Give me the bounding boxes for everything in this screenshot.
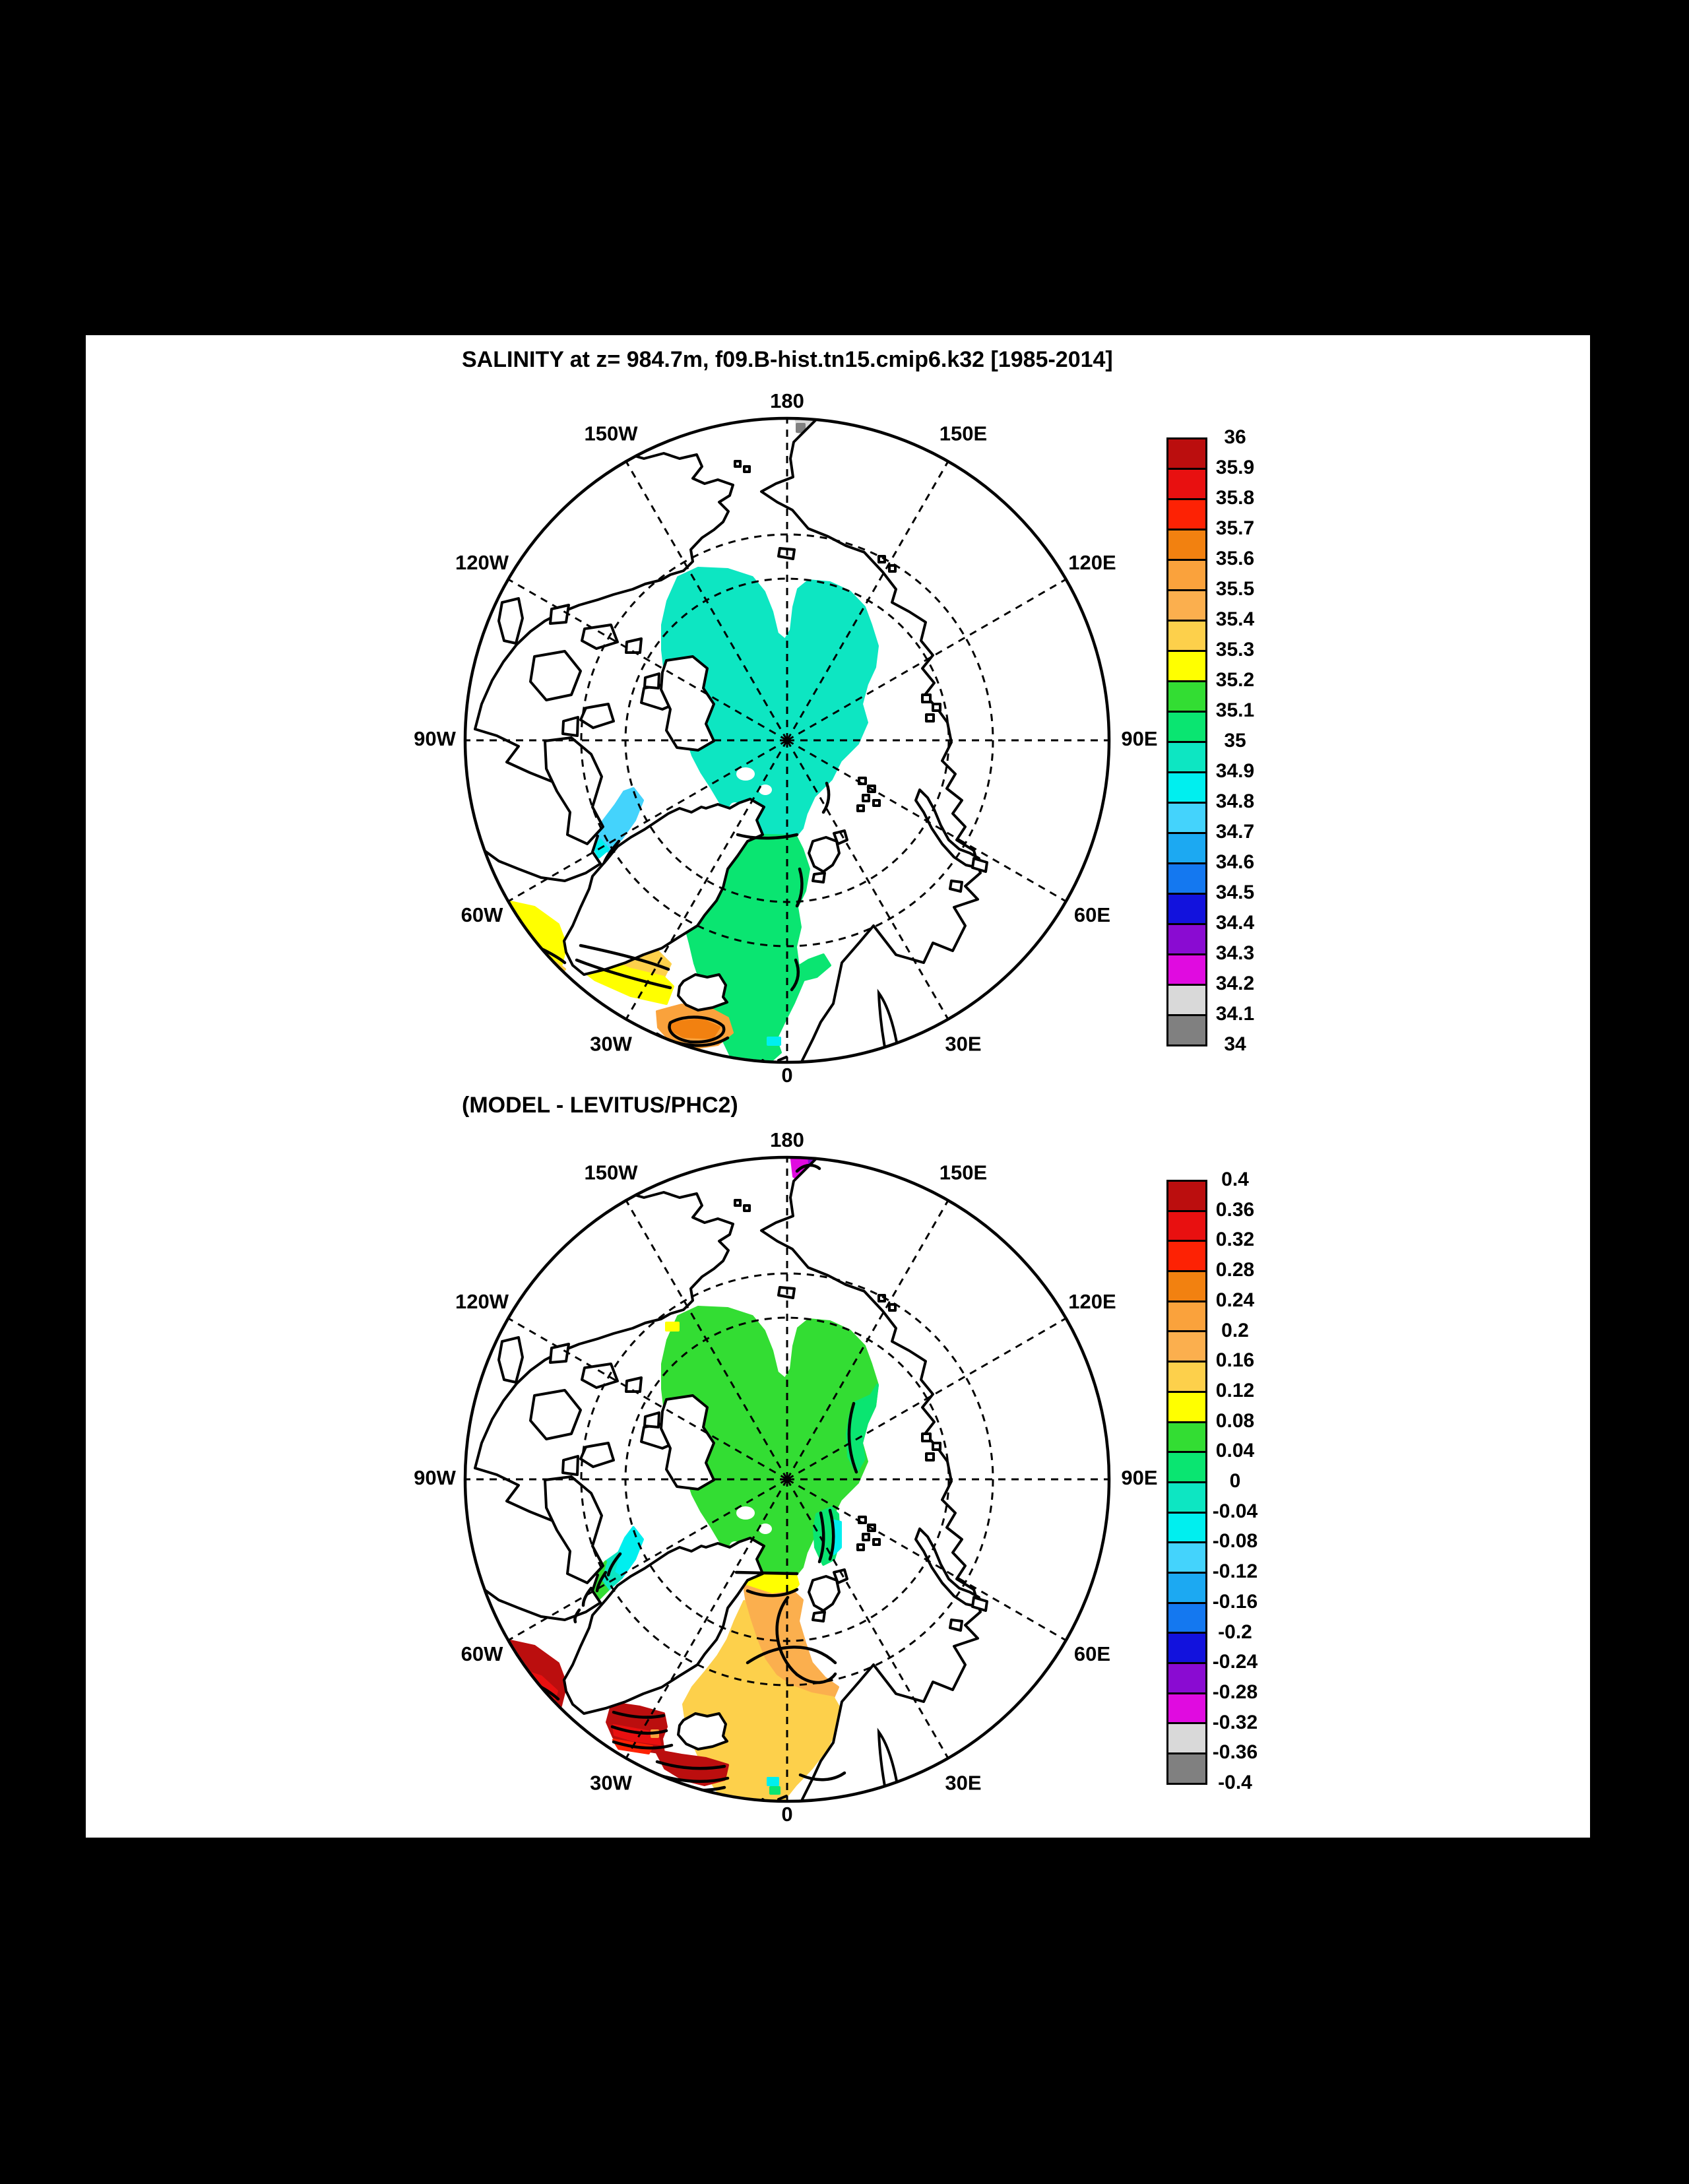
- colorbar-tick-35.6: 35.6: [1215, 548, 1255, 569]
- colorbar-tick-34.3: 34.3: [1215, 942, 1255, 964]
- colorbar-tick--0.24: -0.24: [1212, 1651, 1258, 1673]
- lon-label-30W: 30W: [590, 1032, 632, 1056]
- colorbar-tick--0.28: -0.28: [1212, 1681, 1258, 1703]
- patch-basin-yellow-notch: [666, 1323, 678, 1330]
- colorbar-tick--0.16: -0.16: [1212, 1590, 1258, 1613]
- coastline: [933, 704, 940, 711]
- colorbar-tick-34.5: 34.5: [1215, 882, 1255, 903]
- coastline: [581, 704, 614, 728]
- coastline: [813, 873, 825, 882]
- colorbar-tick-36: 36: [1224, 426, 1246, 448]
- coastline: [563, 1456, 578, 1475]
- coastline: [563, 717, 578, 736]
- colorbar-tick-34.8: 34.8: [1215, 790, 1255, 812]
- coastline: [858, 1545, 864, 1550]
- lon-label-180: 180: [770, 389, 804, 413]
- map1-title: SALINITY at z= 984.7m, f09.B-hist.tn15.cmip6.k32 [1985-2014]: [462, 347, 1113, 372]
- colorbar-tick-34.4: 34.4: [1215, 912, 1255, 934]
- colorbar-tick-35.4: 35.4: [1215, 608, 1255, 630]
- colorbar-tick--0.04: -0.04: [1212, 1500, 1258, 1522]
- colorbar-tick-34.1: 34.1: [1215, 1003, 1255, 1025]
- coastline: [863, 1534, 869, 1540]
- lon-label-150W: 150W: [584, 1161, 638, 1184]
- colorbar-tick-0.32: 0.32: [1215, 1229, 1255, 1251]
- coastline: [530, 651, 581, 700]
- coastline: [874, 1539, 879, 1545]
- coastline: [678, 975, 727, 1010]
- patch-chukchi-darkgray: [797, 424, 804, 432]
- coastline: [678, 1714, 727, 1749]
- colorbar-tick-34.6: 34.6: [1215, 851, 1255, 873]
- lon-label-30W: 30W: [590, 1771, 632, 1795]
- map1-polar-map: [368, 379, 1206, 1108]
- colorbar-tick--0.36: -0.36: [1212, 1741, 1258, 1764]
- colorbar-tick-35.2: 35.2: [1215, 669, 1255, 691]
- coastline: [950, 881, 962, 891]
- lon-label-90W: 90W: [414, 727, 456, 751]
- patch-sz-cyan: [834, 1521, 841, 1554]
- colorbar-tick-0.28: 0.28: [1215, 1259, 1255, 1281]
- lon-label-180: 180: [770, 1128, 804, 1152]
- contour-line: [520, 1706, 552, 1727]
- colorbar-tick-35.9: 35.9: [1215, 457, 1255, 478]
- coastline: [582, 1364, 618, 1388]
- colorbar-tick-0.08: 0.08: [1215, 1409, 1255, 1432]
- colorbar-tick--0.4: -0.4: [1218, 1772, 1252, 1793]
- lon-label-0: 0: [781, 1064, 793, 1087]
- lon-label-60E: 60E: [1073, 903, 1111, 927]
- colorbar-tick-35: 35: [1224, 730, 1246, 752]
- coastline: [550, 1344, 569, 1363]
- coastline: [889, 1304, 895, 1310]
- patch-faroe-cyan: [768, 1038, 780, 1044]
- colorbar-tick-0.4: 0.4: [1221, 1169, 1249, 1190]
- lon-label-30E: 30E: [945, 1771, 982, 1795]
- patch-faroe-green: [771, 1787, 779, 1793]
- coastline: [972, 858, 987, 872]
- coastline: [933, 1443, 940, 1450]
- colorbar-tick-0.24: 0.24: [1215, 1289, 1255, 1311]
- colorbar-tick-35.7: 35.7: [1215, 517, 1255, 539]
- coastline: [813, 1612, 825, 1621]
- coastline: [645, 674, 659, 688]
- coastline: [744, 1205, 749, 1211]
- coastline: [645, 1413, 659, 1427]
- coastline: [779, 1057, 786, 1060]
- coastline: [972, 1597, 987, 1611]
- lon-label-150E: 150E: [939, 422, 988, 445]
- colorbar-tick-0.36: 0.36: [1215, 1198, 1255, 1221]
- coastline: [858, 806, 864, 811]
- lon-label-60E: 60E: [1073, 1642, 1111, 1666]
- coastline: [661, 657, 714, 750]
- lon-label-90E: 90E: [1121, 727, 1158, 751]
- coastline: [922, 695, 930, 702]
- coastline: [926, 1454, 934, 1460]
- coastline: [582, 625, 618, 649]
- colorbar-tick-35.8: 35.8: [1215, 487, 1255, 509]
- coastline: [626, 639, 641, 653]
- patch-faroe-cyan: [768, 1778, 778, 1785]
- lon-label-30E: 30E: [945, 1032, 982, 1056]
- lon-label-90W: 90W: [414, 1466, 456, 1490]
- coastline: [926, 715, 934, 721]
- colorbar-tick-35.1: 35.1: [1215, 699, 1255, 721]
- colorbar-tick--0.12: -0.12: [1212, 1560, 1258, 1583]
- basin-hole: [736, 1506, 755, 1520]
- colorbar-tick-0.2: 0.2: [1221, 1319, 1249, 1341]
- lon-label-90E: 90E: [1121, 1466, 1158, 1490]
- coastline: [550, 605, 569, 624]
- lon-label-120W: 120W: [455, 1290, 509, 1314]
- coastline: [581, 1443, 614, 1467]
- colorbar-tick-35.3: 35.3: [1215, 639, 1255, 660]
- colorbar-tick--0.32: -0.32: [1212, 1711, 1258, 1733]
- coastline: [809, 1576, 839, 1611]
- coastline: [874, 800, 879, 806]
- coastline: [744, 466, 749, 472]
- colorbar-tick-0.16: 0.16: [1215, 1349, 1255, 1372]
- colorbar-tick--0.2: -0.2: [1218, 1621, 1252, 1643]
- colorbar-tick-0.04: 0.04: [1215, 1440, 1255, 1462]
- contour-line: [738, 1803, 784, 1808]
- colorbar-tick-34.2: 34.2: [1215, 973, 1255, 994]
- coastline: [499, 598, 523, 643]
- coastline: [661, 1396, 714, 1489]
- colorbar-tick--0.08: -0.08: [1212, 1530, 1258, 1553]
- coastline: [922, 1434, 930, 1441]
- coastline: [499, 1337, 523, 1382]
- map2-title: (MODEL - LEVITUS/PHC2): [462, 1093, 738, 1118]
- coastline: [889, 565, 895, 571]
- coastline: [735, 1200, 740, 1205]
- coastline: [530, 1390, 581, 1439]
- colorbar-tick-34.9: 34.9: [1215, 760, 1255, 782]
- basin-hole: [736, 767, 755, 781]
- map2-polar-map: [368, 1118, 1206, 1847]
- coastline: [809, 837, 839, 872]
- coastline: [735, 461, 740, 466]
- colorbar-tick-34.7: 34.7: [1215, 821, 1255, 843]
- coastline: [626, 1378, 641, 1392]
- lon-label-60W: 60W: [461, 1642, 503, 1666]
- lon-label-150W: 150W: [584, 422, 638, 445]
- colorbar-tick-0.12: 0.12: [1215, 1379, 1255, 1401]
- lon-label-150E: 150E: [939, 1161, 988, 1184]
- lon-label-0: 0: [781, 1803, 793, 1826]
- coastline: [863, 795, 869, 801]
- lon-label-120E: 120E: [1068, 1290, 1116, 1314]
- lon-label-120W: 120W: [455, 551, 509, 575]
- lon-label-120E: 120E: [1068, 551, 1116, 575]
- colorbar-tick-0: 0: [1229, 1470, 1241, 1492]
- coastline: [950, 1620, 962, 1630]
- colorbar-tick-34: 34: [1224, 1033, 1246, 1055]
- lon-label-60W: 60W: [461, 903, 503, 927]
- colorbar-tick-35.5: 35.5: [1215, 578, 1255, 600]
